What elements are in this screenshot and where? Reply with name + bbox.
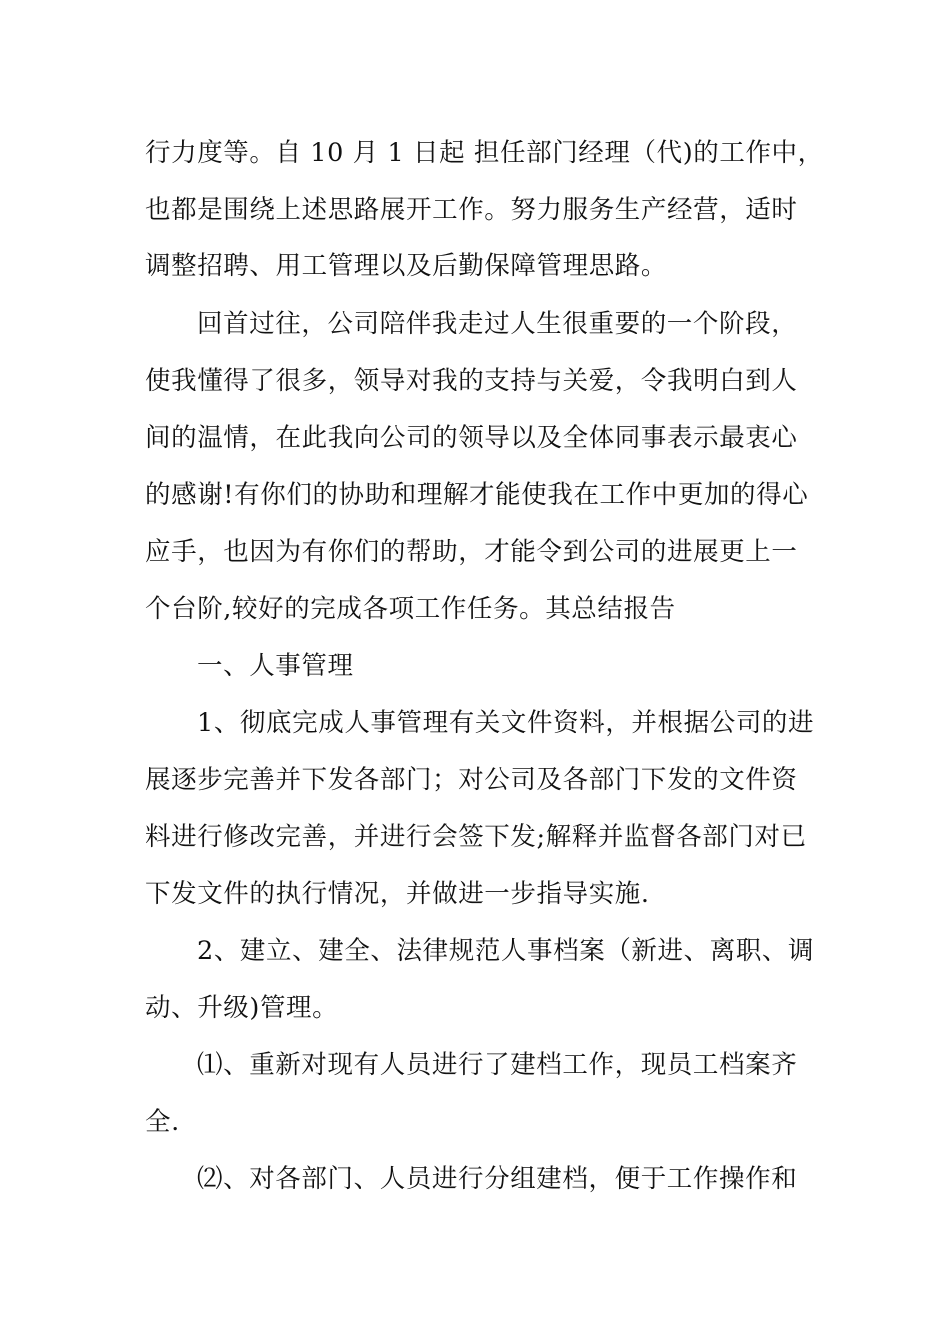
- paragraph-first-line: 回首过往，公司陪伴我走过人生很重要的一个阶段，: [197, 309, 798, 339]
- text-line: 全.: [145, 1107, 180, 1137]
- paragraph-first-line: 2、建立、建全、法律规范人事档案（新进、离职、调: [197, 936, 815, 966]
- text-line: 行力度等。自 10 月 1 日起 担任部门经理（代)的工作中，: [145, 138, 824, 168]
- text-line: 展逐步完善并下发各部门；对公司及各部门下发的文件资: [145, 765, 798, 795]
- text-line: 使我懂得了很多，领导对我的支持与关爱，令我明白到人: [145, 366, 798, 396]
- text-line: 也都是围绕上述思路展开工作。努力服务生产经营，适时: [145, 195, 798, 225]
- paragraph-first-line: 1、彻底完成人事管理有关文件资料，并根据公司的进: [197, 708, 815, 738]
- text-line: 动、升级)管理。: [145, 993, 339, 1023]
- text-line: 下发文件的执行情况，并做进一步指导实施.: [145, 879, 650, 909]
- paragraph-first-line: ⑴、重新对现有人员进行了建档工作，现员工档案齐: [197, 1050, 798, 1080]
- text-line: 调整招聘、用工管理以及后勤保障管理思路。: [145, 251, 668, 281]
- text-line: 个台阶,较好的完成各项工作任务。其总结报告: [145, 594, 676, 624]
- text-line: 间的温情，在此我向公司的领导以及全体同事表示最衷心: [145, 423, 798, 453]
- paragraph-first-line: ⑵、对各部门、人员进行分组建档，便于工作操作和: [197, 1164, 798, 1194]
- section-heading: 一、人事管理: [197, 651, 354, 681]
- text-line: 料进行修改完善，并进行会签下发;解释并监督各部门对已: [145, 822, 807, 852]
- text-line: 的感谢!有你们的协助和理解才能使我在工作中更加的得心: [145, 480, 809, 510]
- text-line: 应手，也因为有你们的帮助，才能令到公司的进展更上一: [145, 537, 798, 567]
